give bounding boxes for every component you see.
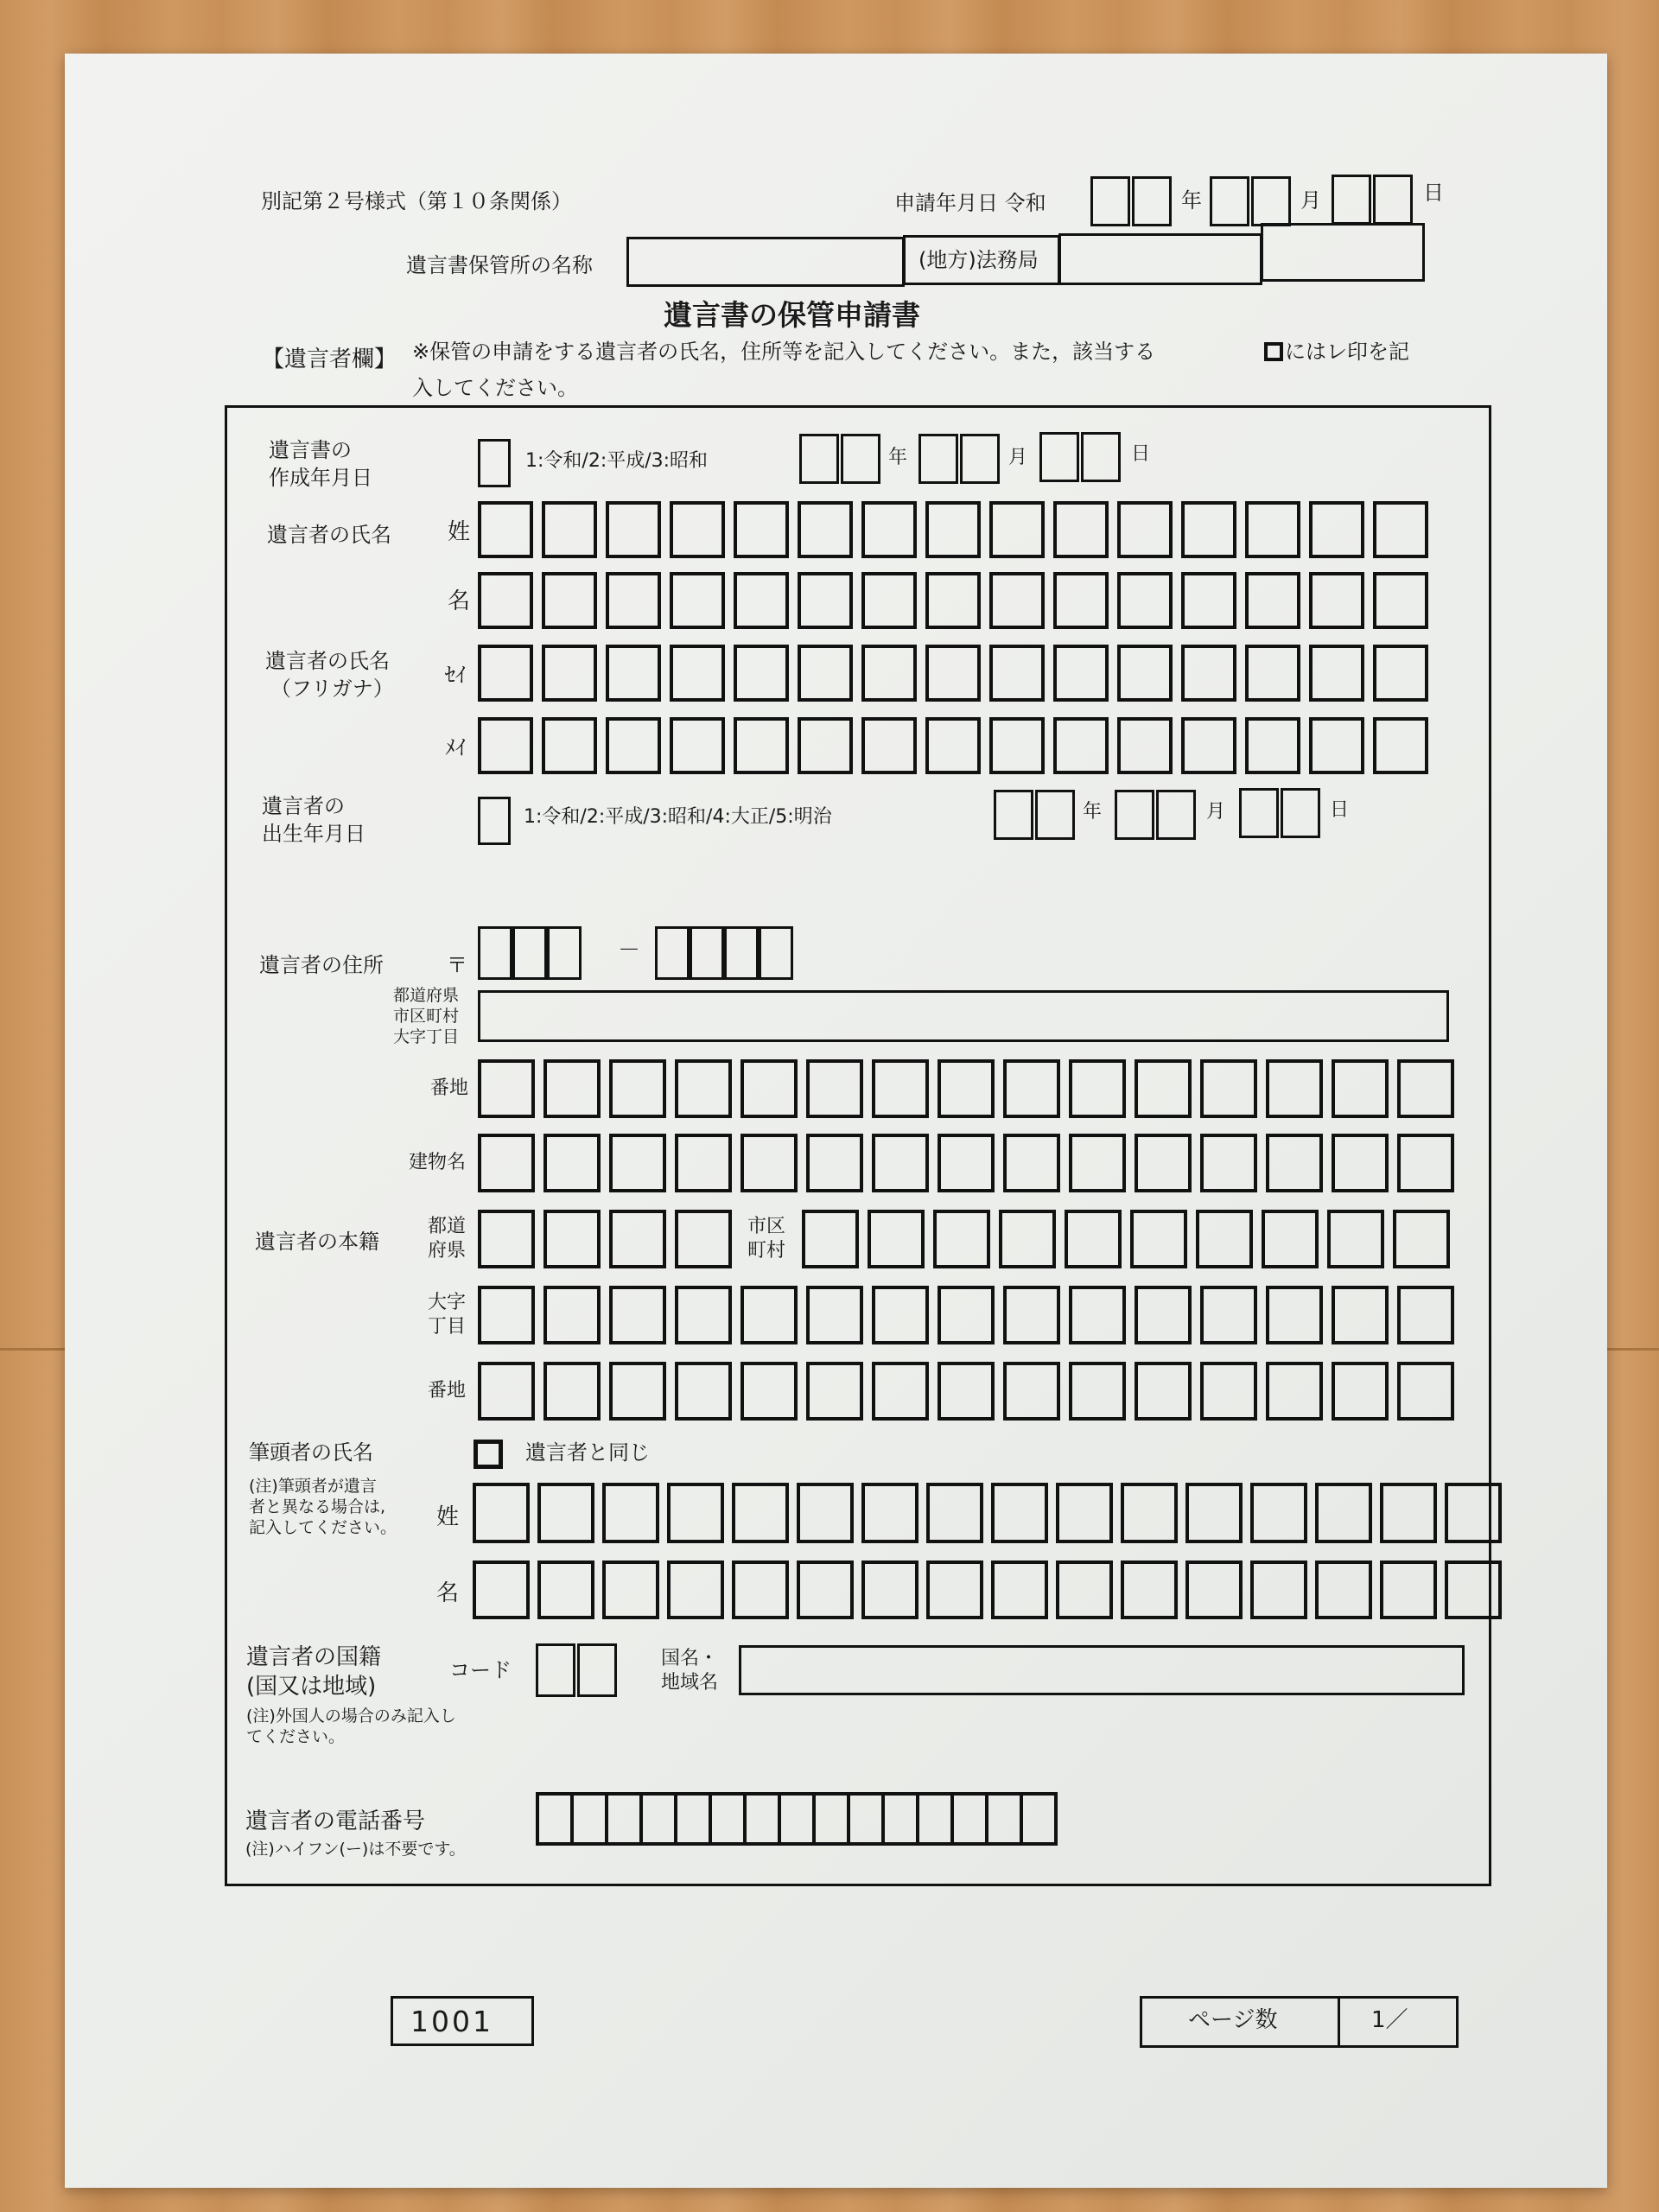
head-surname-cell[interactable] <box>1250 1483 1307 1543</box>
oaza-cells <box>478 1286 1454 1344</box>
mei-cell[interactable] <box>1117 717 1173 774</box>
given-name-cell[interactable] <box>989 572 1045 629</box>
head-surname-cell[interactable] <box>667 1483 724 1543</box>
building-cell[interactable] <box>1003 1134 1060 1192</box>
nationality-code-digit-1[interactable] <box>536 1643 575 1697</box>
head-surname-cell[interactable] <box>537 1483 594 1543</box>
head-given-cell[interactable] <box>537 1560 594 1619</box>
birth-era-options: 1:令和/2:平成/3:昭和/4:大正/5:明治 <box>524 806 832 828</box>
postal-mark: 〒 <box>447 953 467 977</box>
nationality-label-1: 遺言者の国籍 <box>246 1644 382 1670</box>
creation-year-digit-2[interactable] <box>841 434 880 484</box>
birth-month-digit-2[interactable] <box>1156 790 1196 840</box>
building-cell[interactable] <box>478 1134 535 1192</box>
surname-cell[interactable] <box>1181 501 1236 558</box>
surname-cell[interactable] <box>798 501 853 558</box>
honseki-banchi-label: 番地 <box>428 1380 467 1402</box>
name-label: 遺言者の氏名 <box>267 523 391 547</box>
head-surname-cell[interactable] <box>602 1483 659 1543</box>
nationality-note-1: (注)外国人の場合のみ記入し <box>246 1707 456 1726</box>
given-name-cell[interactable] <box>478 572 533 629</box>
checkbox-legend-icon <box>1264 342 1283 361</box>
building-label: 建物名 <box>409 1152 467 1173</box>
oaza-cell[interactable] <box>675 1286 732 1344</box>
head-surname-cell[interactable] <box>797 1483 854 1543</box>
building-cell[interactable] <box>543 1134 601 1192</box>
phone-digit-cell[interactable] <box>847 1792 885 1846</box>
office-suffix: (地方)法務局 <box>918 248 1039 272</box>
honseki-banchi-cell[interactable] <box>1200 1362 1257 1421</box>
given-name-label: 名 <box>448 588 471 614</box>
sei-cell[interactable] <box>1117 645 1173 702</box>
head-given-cell[interactable] <box>1185 1560 1243 1619</box>
shiku-cell[interactable] <box>1130 1210 1187 1268</box>
banchi-cell[interactable] <box>609 1059 666 1118</box>
shiku-cell[interactable] <box>1262 1210 1319 1268</box>
phone-digit-cell[interactable] <box>950 1792 988 1846</box>
building-cells <box>478 1134 1454 1192</box>
phone-digit-cell[interactable] <box>639 1792 677 1846</box>
head-given-cell[interactable] <box>1056 1560 1113 1619</box>
honseki-banchi-cell[interactable] <box>741 1362 798 1421</box>
app-day-unit: 日 <box>1423 181 1444 205</box>
sei-cell[interactable] <box>861 645 917 702</box>
banchi-cell[interactable] <box>478 1059 535 1118</box>
phone-digit-cell[interactable] <box>1020 1792 1058 1846</box>
given-name-cell[interactable] <box>1181 572 1236 629</box>
building-cell[interactable] <box>609 1134 666 1192</box>
nationality-code-digit-2[interactable] <box>577 1643 617 1697</box>
phone-digit-cell[interactable] <box>778 1792 816 1846</box>
head-surname-cell[interactable] <box>1121 1483 1178 1543</box>
banchi-cell[interactable] <box>1135 1059 1192 1118</box>
birth-label-1: 遺言者の <box>262 794 345 818</box>
oaza-cell[interactable] <box>806 1286 863 1344</box>
head-surname-cell[interactable] <box>473 1483 530 1543</box>
building-cell[interactable] <box>1397 1134 1454 1192</box>
office-extra-field-1[interactable] <box>1058 233 1262 285</box>
code-label: コード <box>449 1658 512 1682</box>
head-label: 筆頭者の氏名 <box>249 1440 373 1465</box>
head-surname-cell[interactable] <box>861 1483 918 1543</box>
phone-digit-cell[interactable] <box>536 1792 574 1846</box>
postal-digit-3[interactable] <box>547 926 582 980</box>
honseki-banchi-cell[interactable] <box>675 1362 732 1421</box>
todofuken-label-2: 府県 <box>428 1240 467 1262</box>
address-label: 遺言者の住所 <box>259 953 384 977</box>
banchi-cell[interactable] <box>1332 1059 1389 1118</box>
surname-cell[interactable] <box>734 501 789 558</box>
oaza-label-2: 丁目 <box>428 1316 467 1338</box>
oaza-cell[interactable] <box>1266 1286 1323 1344</box>
given-name-cell[interactable] <box>925 572 981 629</box>
postal-dash: － <box>618 938 641 963</box>
oaza-cell[interactable] <box>938 1286 995 1344</box>
surname-cell[interactable] <box>861 501 917 558</box>
surname-cell[interactable] <box>1117 501 1173 558</box>
banchi-cell[interactable] <box>741 1059 798 1118</box>
head-surname-cell[interactable] <box>991 1483 1048 1543</box>
sei-cell[interactable] <box>989 645 1045 702</box>
honseki-banchi-cell[interactable] <box>1397 1362 1454 1421</box>
head-surname-cell[interactable] <box>1445 1483 1502 1543</box>
sei-cell[interactable] <box>1181 645 1236 702</box>
oaza-cell[interactable] <box>872 1286 929 1344</box>
honseki-banchi-cell[interactable] <box>543 1362 601 1421</box>
postal-digit-4[interactable] <box>655 926 690 980</box>
birth-year-digit-2[interactable] <box>1035 790 1075 840</box>
head-note-3: 記入してください。 <box>249 1518 397 1537</box>
mei-cell[interactable] <box>1053 717 1109 774</box>
sei-cell[interactable] <box>1309 645 1364 702</box>
head-given-label: 名 <box>436 1580 460 1606</box>
furigana-label-2: （フリガナ） <box>270 677 394 701</box>
birth-label-2: 出生年月日 <box>262 822 365 846</box>
honseki-label: 遺言者の本籍 <box>255 1230 379 1254</box>
same-as-testator-label: 遺言者と同じ <box>525 1440 650 1465</box>
phone-digit-cell[interactable] <box>985 1792 1023 1846</box>
head-given-cell[interactable] <box>1445 1560 1502 1619</box>
pref-label-2: 市区町村 <box>393 1007 460 1026</box>
sei-cell[interactable] <box>478 645 533 702</box>
surname-cell[interactable] <box>1373 501 1428 558</box>
pref-label-1: 都道府県 <box>393 986 460 1005</box>
surname-cell[interactable] <box>542 501 597 558</box>
todofuken-cell[interactable] <box>478 1210 535 1268</box>
phone-digit-cell[interactable] <box>605 1792 643 1846</box>
given-name-cell[interactable] <box>542 572 597 629</box>
oaza-label-1: 大字 <box>428 1292 467 1313</box>
shiku-cell[interactable] <box>802 1210 859 1268</box>
honseki-banchi-cell[interactable] <box>938 1362 995 1421</box>
oaza-cell[interactable] <box>1332 1286 1389 1344</box>
sei-cell[interactable] <box>542 645 597 702</box>
banchi-cell[interactable] <box>1200 1059 1257 1118</box>
shiku-cell[interactable] <box>933 1210 990 1268</box>
instruction-line-2: 入してください。 <box>412 376 578 400</box>
app-day-digit-2[interactable] <box>1373 175 1413 225</box>
head-surname-cell[interactable] <box>1185 1483 1243 1543</box>
building-cell[interactable] <box>1069 1134 1126 1192</box>
section-label: 【遺言者欄】 <box>262 346 397 372</box>
birth-month-unit: 月 <box>1206 801 1226 823</box>
phone-digit-cell[interactable] <box>674 1792 712 1846</box>
banchi-label: 番地 <box>430 1077 469 1099</box>
sei-cell[interactable] <box>606 645 661 702</box>
nationality-label-2: (国又は地域) <box>246 1674 377 1700</box>
app-year-digit-1[interactable] <box>1090 176 1130 226</box>
head-given-cell[interactable] <box>926 1560 983 1619</box>
creation-day-digit-2[interactable] <box>1081 432 1121 482</box>
app-month-unit: 月 <box>1300 188 1321 213</box>
head-note-1: (注)筆頭者が遺言 <box>249 1477 377 1496</box>
sei-cell[interactable] <box>1373 645 1428 702</box>
mei-cell[interactable] <box>606 717 661 774</box>
banchi-cell[interactable] <box>1069 1059 1126 1118</box>
honseki-banchi-cell[interactable] <box>1266 1362 1323 1421</box>
todofuken-cells <box>478 1210 732 1268</box>
head-given-cell[interactable] <box>1380 1560 1437 1619</box>
head-surname-cell[interactable] <box>1380 1483 1437 1543</box>
head-given-cell[interactable] <box>861 1560 918 1619</box>
application-date-label: 申請年月日 令和 <box>894 191 1046 215</box>
creation-era-options: 1:令和/2:平成/3:昭和 <box>525 450 709 472</box>
address-line-field[interactable] <box>478 990 1449 1042</box>
head-given-cell[interactable] <box>473 1560 530 1619</box>
shiku-label-1: 市区 <box>747 1216 786 1237</box>
instruction-line-1: ※保管の申請をする遺言者の氏名，住所等を記入してください。また，該当する <box>412 340 1156 364</box>
app-day-digit-1[interactable] <box>1332 175 1371 225</box>
honseki-banchi-cell[interactable] <box>1135 1362 1192 1421</box>
banchi-cell[interactable] <box>872 1059 929 1118</box>
building-cell[interactable] <box>1200 1134 1257 1192</box>
todofuken-cell[interactable] <box>543 1210 601 1268</box>
birth-day-digit-2[interactable] <box>1281 788 1320 838</box>
given-name-cell[interactable] <box>1117 572 1173 629</box>
sei-cell[interactable] <box>925 645 981 702</box>
shiku-cell[interactable] <box>868 1210 925 1268</box>
given-name-cell[interactable] <box>606 572 661 629</box>
surname-cell[interactable] <box>670 501 725 558</box>
birth-day-unit: 日 <box>1330 799 1350 821</box>
office-extra-field-2[interactable] <box>1261 223 1425 282</box>
sei-cell[interactable] <box>670 645 725 702</box>
honseki-banchi-cell[interactable] <box>1069 1362 1126 1421</box>
birth-era-field[interactable] <box>478 797 511 845</box>
building-cell[interactable] <box>1332 1134 1389 1192</box>
head-surname-cells <box>473 1483 1502 1543</box>
head-surname-cell[interactable] <box>1056 1483 1113 1543</box>
form-number: 1001 <box>410 2005 493 2038</box>
given-name-cell[interactable] <box>861 572 917 629</box>
same-as-testator-checkbox[interactable] <box>474 1440 503 1469</box>
mei-cell[interactable] <box>1245 717 1300 774</box>
building-cell[interactable] <box>872 1134 929 1192</box>
birth-month-digit-1[interactable] <box>1115 790 1154 840</box>
oaza-cell[interactable] <box>1069 1286 1126 1344</box>
mei-cell[interactable] <box>1309 717 1364 774</box>
honseki-banchi-cell[interactable] <box>806 1362 863 1421</box>
banchi-cell[interactable] <box>806 1059 863 1118</box>
shiku-cell[interactable] <box>1393 1210 1450 1268</box>
mei-cell[interactable] <box>478 717 533 774</box>
todofuken-cell[interactable] <box>675 1210 732 1268</box>
country-name-field[interactable] <box>739 1645 1465 1695</box>
honseki-banchi-cell[interactable] <box>609 1362 666 1421</box>
mei-cell[interactable] <box>989 717 1045 774</box>
banchi-cell[interactable] <box>543 1059 601 1118</box>
nationality-note-2: てください。 <box>246 1727 346 1746</box>
banchi-cells <box>478 1059 1454 1118</box>
given-name-cell[interactable] <box>1309 572 1364 629</box>
sei-cells <box>478 645 1428 702</box>
country-label-1: 国名・ <box>661 1648 719 1669</box>
postal-digit-5[interactable] <box>690 926 724 980</box>
postal-digit-1[interactable] <box>478 926 512 980</box>
head-surname-cell[interactable] <box>732 1483 789 1543</box>
phone-digit-cell[interactable] <box>812 1792 850 1846</box>
phone-label: 遺言者の電話番号 <box>245 1808 426 1834</box>
todofuken-label-1: 都道 <box>428 1216 467 1237</box>
given-name-cell[interactable] <box>798 572 853 629</box>
phone-digit-cell[interactable] <box>916 1792 954 1846</box>
building-cell[interactable] <box>675 1134 732 1192</box>
form-id: 別記第２号様式（第１０条関係） <box>261 189 572 213</box>
head-surname-cell[interactable] <box>1315 1483 1372 1543</box>
given-name-cells <box>478 572 1428 629</box>
honseki-banchi-cell[interactable] <box>1332 1362 1389 1421</box>
birth-day-digit-1[interactable] <box>1239 788 1279 838</box>
head-given-cell[interactable] <box>1250 1560 1307 1619</box>
postal-digit-2[interactable] <box>512 926 547 980</box>
building-cell[interactable] <box>1135 1134 1192 1192</box>
head-given-cell[interactable] <box>991 1560 1048 1619</box>
mei-cell[interactable] <box>670 717 725 774</box>
head-surname-cell[interactable] <box>926 1483 983 1543</box>
app-year-unit: 年 <box>1181 188 1202 213</box>
surname-cell[interactable] <box>989 501 1045 558</box>
building-cell[interactable] <box>806 1134 863 1192</box>
given-name-cell[interactable] <box>670 572 725 629</box>
phone-cells <box>536 1792 1058 1846</box>
creation-year-unit: 年 <box>888 447 908 468</box>
phone-digit-cell[interactable] <box>570 1792 608 1846</box>
surname-cell[interactable] <box>1053 501 1109 558</box>
surname-cell[interactable] <box>925 501 981 558</box>
given-name-cell[interactable] <box>1053 572 1109 629</box>
app-month-digit-1[interactable] <box>1210 176 1249 226</box>
postal-digit-6[interactable] <box>724 926 759 980</box>
creation-month-digit-2[interactable] <box>960 434 1000 484</box>
shiku-label-2: 町村 <box>747 1240 786 1262</box>
mei-cells <box>478 717 1428 774</box>
mei-cell[interactable] <box>798 717 853 774</box>
creation-date-label-2: 作成年月日 <box>269 466 372 490</box>
creation-month-unit: 月 <box>1008 447 1028 468</box>
phone-digit-cell[interactable] <box>709 1792 747 1846</box>
shiku-cell[interactable] <box>1196 1210 1253 1268</box>
surname-cell[interactable] <box>606 501 661 558</box>
birth-year-digit-1[interactable] <box>994 790 1033 840</box>
head-given-cell[interactable] <box>1121 1560 1178 1619</box>
surname-cell[interactable] <box>478 501 533 558</box>
given-name-cell[interactable] <box>1373 572 1428 629</box>
office-label: 遺言書保管所の名称 <box>406 253 593 277</box>
head-given-cell[interactable] <box>1315 1560 1372 1619</box>
oaza-cell[interactable] <box>1397 1286 1454 1344</box>
mei-cell[interactable] <box>542 717 597 774</box>
oaza-cell[interactable] <box>1135 1286 1192 1344</box>
honseki-banchi-cells <box>478 1362 1454 1421</box>
creation-day-digit-1[interactable] <box>1039 432 1079 482</box>
given-name-cell[interactable] <box>1245 572 1300 629</box>
mei-cell[interactable] <box>861 717 917 774</box>
birth-year-unit: 年 <box>1083 801 1103 823</box>
instruction-line-1b: にはレ印を記 <box>1285 340 1409 364</box>
honseki-banchi-cell[interactable] <box>872 1362 929 1421</box>
todofuken-cell[interactable] <box>609 1210 666 1268</box>
mei-label: ﾒｲ <box>445 735 466 760</box>
furigana-label-1: 遺言者の氏名 <box>265 649 390 673</box>
creation-year-digit-1[interactable] <box>799 434 839 484</box>
surname-cells <box>478 501 1428 558</box>
creation-day-unit: 日 <box>1131 443 1151 465</box>
given-name-cell[interactable] <box>734 572 789 629</box>
oaza-cell[interactable] <box>1200 1286 1257 1344</box>
banchi-cell[interactable] <box>1266 1059 1323 1118</box>
building-cell[interactable] <box>938 1134 995 1192</box>
sei-cell[interactable] <box>1245 645 1300 702</box>
app-month-digit-2[interactable] <box>1251 176 1291 226</box>
head-note-2: 者と異なる場合は, <box>249 1497 386 1516</box>
creation-era-field[interactable] <box>478 439 511 487</box>
shiku-cell[interactable] <box>1327 1210 1384 1268</box>
phone-digit-cell[interactable] <box>743 1792 781 1846</box>
country-label-2: 地域名 <box>661 1672 719 1694</box>
sei-cell[interactable] <box>798 645 853 702</box>
sei-label: ｾｲ <box>445 663 466 687</box>
page-title: 遺言書の保管申請書 <box>664 298 920 332</box>
head-given-cell[interactable] <box>732 1560 789 1619</box>
head-given-cell[interactable] <box>602 1560 659 1619</box>
oaza-cell[interactable] <box>1003 1286 1060 1344</box>
page-value: 1／ <box>1371 2007 1408 2033</box>
surname-label: 姓 <box>448 519 471 545</box>
creation-month-digit-1[interactable] <box>918 434 958 484</box>
oaza-cell[interactable] <box>478 1286 535 1344</box>
surname-cell[interactable] <box>1245 501 1300 558</box>
shiku-cells <box>802 1210 1450 1268</box>
mei-cell[interactable] <box>925 717 981 774</box>
head-given-cell[interactable] <box>797 1560 854 1619</box>
head-surname-label: 姓 <box>436 1504 460 1530</box>
honseki-banchi-cell[interactable] <box>478 1362 535 1421</box>
shiku-cell[interactable] <box>999 1210 1056 1268</box>
oaza-cell[interactable] <box>741 1286 798 1344</box>
building-cell[interactable] <box>741 1134 798 1192</box>
honseki-banchi-cell[interactable] <box>1003 1362 1060 1421</box>
banchi-cell[interactable] <box>938 1059 995 1118</box>
sei-cell[interactable] <box>734 645 789 702</box>
app-year-digit-2[interactable] <box>1132 176 1172 226</box>
pref-label-3: 大字丁目 <box>393 1027 460 1046</box>
application-form-sheet <box>65 54 1607 2188</box>
building-cell[interactable] <box>1266 1134 1323 1192</box>
banchi-cell[interactable] <box>1397 1059 1454 1118</box>
oaza-cell[interactable] <box>543 1286 601 1344</box>
mei-cell[interactable] <box>1181 717 1236 774</box>
phone-digit-cell[interactable] <box>881 1792 919 1846</box>
creation-date-label-1: 遺言書の <box>269 438 352 462</box>
office-name-field[interactable] <box>626 237 905 287</box>
mei-cell[interactable] <box>1373 717 1428 774</box>
postal-digit-7[interactable] <box>759 926 793 980</box>
sei-cell[interactable] <box>1053 645 1109 702</box>
surname-cell[interactable] <box>1309 501 1364 558</box>
banchi-cell[interactable] <box>1003 1059 1060 1118</box>
page-label: ページ数 <box>1188 2007 1278 2033</box>
shiku-cell[interactable] <box>1065 1210 1122 1268</box>
phone-note: (注)ハイフン(ー)は不要です。 <box>245 1840 466 1859</box>
oaza-cell[interactable] <box>609 1286 666 1344</box>
head-given-cell[interactable] <box>667 1560 724 1619</box>
banchi-cell[interactable] <box>675 1059 732 1118</box>
head-given-cells <box>473 1560 1502 1619</box>
mei-cell[interactable] <box>734 717 789 774</box>
